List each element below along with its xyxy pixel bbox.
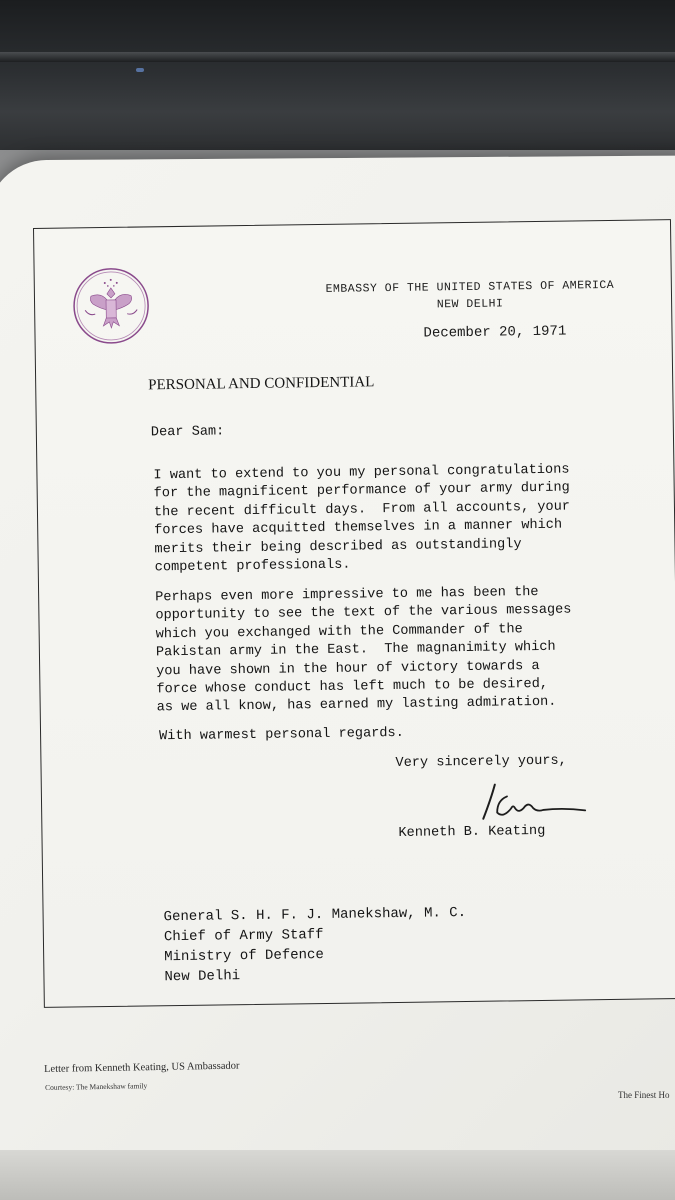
embassy-seal-icon [71,265,152,346]
figure-caption: Letter from Kenneth Keating, US Ambassador [44,1060,240,1075]
figure-courtesy: Courtesy: The Manekshaw family [45,1081,148,1092]
paragraph-2-line: Perhaps even more impressive to me has been the [155,584,539,606]
salutation: Dear Sam: [150,424,225,441]
address-line: Chief of Army Staff [163,927,324,946]
laptop-background [0,0,675,160]
paragraph-1 [153,462,571,578]
regards-line: With warmest personal regards. [159,725,404,745]
paragraph-1-line: the recent difficult days. From all accounts, your [153,499,571,521]
paragraph-2-line: opportunity to see the text of the various messages [155,602,572,624]
paragraph-2-line: as we all know, has earned my lasting admiration. [156,695,557,716]
address-line: Ministry of Defence [164,947,324,966]
letter-document [33,219,675,1008]
letter-date: December 20, 1971 [423,323,567,342]
handwritten-signature [467,777,588,829]
embassy-letterhead [325,277,615,315]
paragraph-2-line: which you exchanged with the Commander of the [155,622,523,643]
classification-heading: PERSONAL AND CONFIDENTIAL [148,374,375,394]
status-led [136,68,144,72]
addressee-block [163,903,467,987]
paragraph-1-line: forces have acquitted themselves in a manner which [154,517,563,539]
paragraph-1-line: merits their being described as outstandingly [154,536,522,557]
signer-name: Kenneth B. Keating [398,823,546,841]
paragraph-2-line: force whose conduct has left much to be desired, [156,676,549,698]
page-bottom-edge [0,1150,675,1200]
letterhead-line-2: NEW DELHI [436,297,504,312]
paragraph-2-line: Pakistan army in the East. The magnanimity which [155,639,556,661]
book-running-head: The Finest Ho [618,1090,670,1100]
letterhead-line-1: EMBASSY OF THE UNITED STATES OF AMERICA [325,278,615,296]
closing-line: Very sincerely yours, [395,753,567,771]
laptop-hinge [0,52,675,62]
address-line: General S. H. F. J. Manekshaw, M. C. [163,905,467,926]
address-line: New Delhi [164,968,241,986]
paragraph-2-line: you have shown in the hour of victory towards a [156,658,540,679]
paragraph-1-line: competent professionals. [154,557,351,576]
paragraph-1-line: I want to extend to you my personal congratulations [153,462,570,484]
paragraph-2 [155,584,573,719]
paragraph-1-line: for the magnificent performance of your army during [153,480,570,502]
